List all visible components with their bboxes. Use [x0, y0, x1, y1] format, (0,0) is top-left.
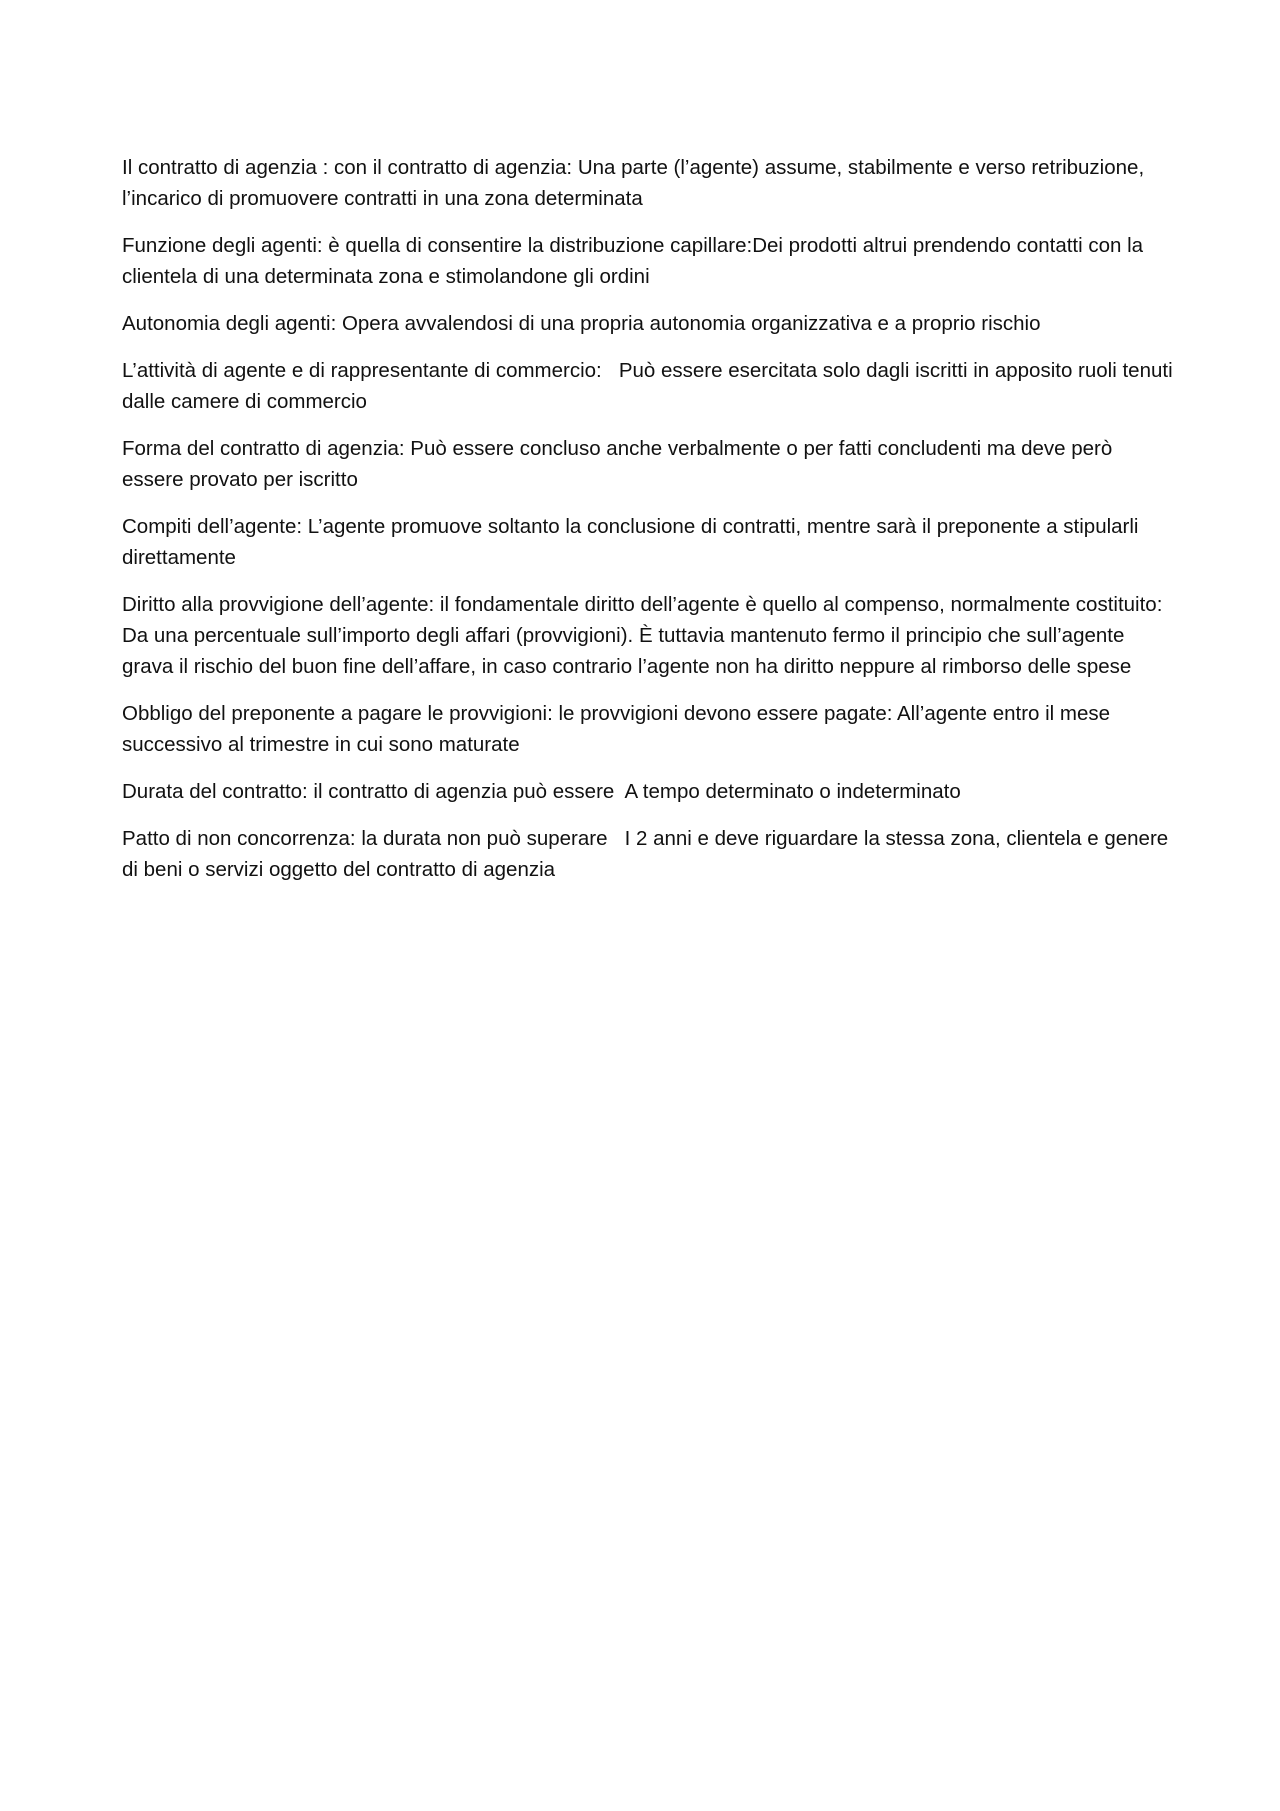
paragraph-compiti-dell-agente: Compiti dell’agente: L’agente promuove soltanto la conclusione di contratti, mentre sarà il preponente a stipularli direttamente: [122, 515, 1145, 569]
paragraph-autonomia-degli-agenti: Autonomia degli agenti: Opera avvalendosi di una propria autonomia organizzativa e a proprio rischio: [122, 312, 1041, 335]
paragraph-forma-del-contratto: Forma del contratto di agenzia: Può essere concluso anche verbalmente o per fatti concludenti ma deve però essere provato per iscritto: [122, 437, 1118, 491]
paragraph-diritto-alla-provvigione: Diritto alla provvigione dell’agente: il fondamentale diritto dell’agente è quello al compenso, normalmente costituito: Da una percentuale sull’importo degli affari (provvigioni). È tuttavia mantenuto fermo il principio che sull’agente grava il rischio del buon fine dell’affare, in caso contrario l’agente non ha diritto neppure al rimborso delle spese: [122, 593, 1169, 678]
paragraph-patto-di-non-concorrenza: Patto di non concorrenza: la durata non può superare I 2 anni e deve riguardare la stessa zona, clientela e genere di beni o servizi oggetto del contratto di agenzia: [122, 827, 1174, 881]
paragraph-durata-del-contratto: Durata del contratto: il contratto di agenzia può essere A tempo determinato o indeterminato: [122, 780, 961, 803]
paragraph-funzione-degli-agenti: Funzione degli agenti: è quella di consentire la distribuzione capillare:Dei prodotti altrui prendendo contatti con la clientela di una determinata zona e stimolandone gli ordini: [122, 234, 1149, 288]
paragraph-attivita-di-agente: L’attività di agente e di rappresentante di commercio: Può essere esercitata solo dagli iscritti in apposito ruoli tenuti dalle camere di commercio: [122, 359, 1179, 413]
paragraph-contratto-di-agenzia: Il contratto di agenzia : con il contratto di agenzia: Una parte (l’agente) assume, stabilmente e verso retribuzione, l’incarico di promuovere contratti in una zona determinata: [122, 156, 1150, 210]
document-body: [122, 152, 1179, 901]
paragraph-obbligo-del-preponente: Obbligo del preponente a pagare le provvigioni: le provvigioni devono essere pagate: All’agente entro il mese successivo al trimestre in cui sono maturate: [122, 702, 1116, 756]
